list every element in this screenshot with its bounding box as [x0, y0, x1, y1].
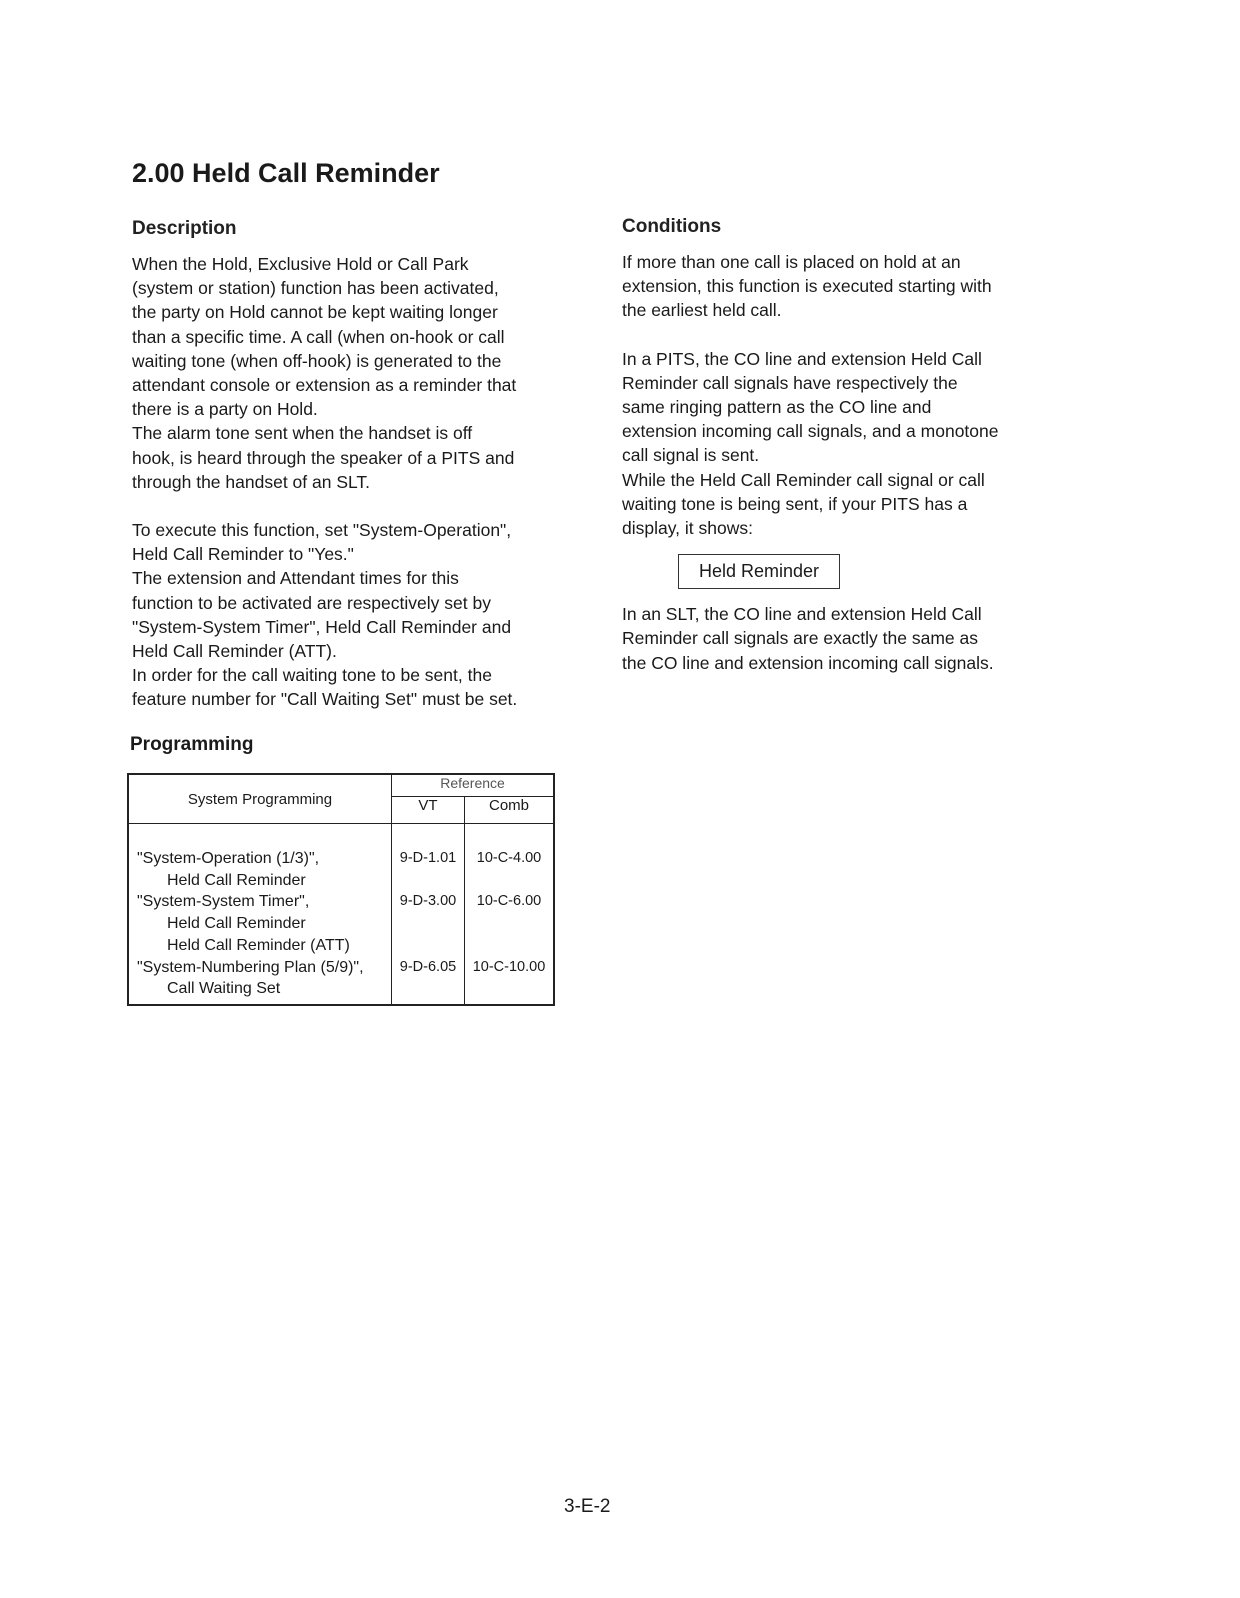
- conditions-section: [622, 216, 1072, 675]
- table-row: [128, 957, 554, 1005]
- conditions-paragraph-3: In an SLT, the CO line and extension Held Call Reminder call signals are exactly the same as the CO line and extension incoming call signals.: [622, 604, 994, 673]
- programming-heading: Programming: [130, 734, 254, 755]
- table-cell-subitem: Held Call Reminder (ATT): [167, 936, 350, 954]
- table-row: [128, 848, 554, 891]
- table-cell-vt: 9-D-3.00: [392, 891, 465, 956]
- table-cell-function: "System-System Timer",: [137, 893, 310, 911]
- conditions-paragraph-1: If more than one call is placed on hold at an extension, this function is executed starting with the earliest held call.: [622, 252, 992, 321]
- table-cell-comb: 10-C-10.00: [472, 958, 546, 975]
- conditions-heading: Conditions: [622, 216, 722, 237]
- column-header-vt: VT: [392, 797, 465, 824]
- table-cell-comb: 10-C-4.00: [476, 850, 542, 866]
- description-section: [132, 218, 582, 712]
- table-cell-subitem: Call Waiting Set: [167, 980, 281, 998]
- description-paragraph-2: To execute this function, set "System-Operation", Held Call Reminder to "Yes." The extension and Attendant times for this function to be activated are respectively set by "System-System Timer", Held Call Reminder and Held Call Reminder (ATT). In order for the call waiting tone to be sent, the feature number for "Call Waiting Set" must be set.: [132, 520, 518, 710]
- table-cell-comb: 10-C-6.00: [476, 893, 542, 910]
- table-cell-subitem: Held Call Reminder: [167, 915, 306, 933]
- page-title: 2.00 Held Call Reminder: [132, 158, 440, 188]
- description-heading: Description: [132, 218, 237, 239]
- column-header-system-programming: System Programming: [128, 774, 392, 824]
- conditions-paragraph-2: In a PITS, the CO line and extension Held Call Reminder call signals have respectively the same ringing pattern as the CO line and extension incoming call signals, and a monotone call signal is sent. While the Held Call Reminder call signal or call waiting tone is being sent, if your PITS has a display, it shows:: [622, 348, 999, 539]
- column-header-comb: Comb: [465, 797, 555, 824]
- display-readout: Held Reminder: [678, 554, 840, 589]
- table-cell-vt: 9-D-6.05: [392, 957, 465, 1005]
- page-number: 3-E-2: [564, 1496, 611, 1517]
- programming-table: [127, 773, 555, 1006]
- description-paragraph-1: When the Hold, Exclusive Hold or Call Park (system or station) function has been activated, the party on Hold cannot be kept waiting longer than a specific time. A call (when on-hook or call waiting tone (when off-hook) is generated to the attendant console or extension as a reminder that there is a party on Hold. The alarm tone sent when the handset is off hook, is heard through the speaker of a PITS and through the handset of an SLT.: [132, 254, 517, 492]
- column-header-reference: Reference: [392, 774, 555, 797]
- table-cell-function: "System-Numbering Plan (5/9)",: [137, 958, 364, 976]
- table-cell-vt: 9-D-1.01: [392, 848, 465, 891]
- table-row: [128, 891, 554, 956]
- table-cell-subitem: Held Call Reminder: [167, 871, 306, 889]
- table-cell-function: "System-Operation (1/3)",: [137, 850, 320, 867]
